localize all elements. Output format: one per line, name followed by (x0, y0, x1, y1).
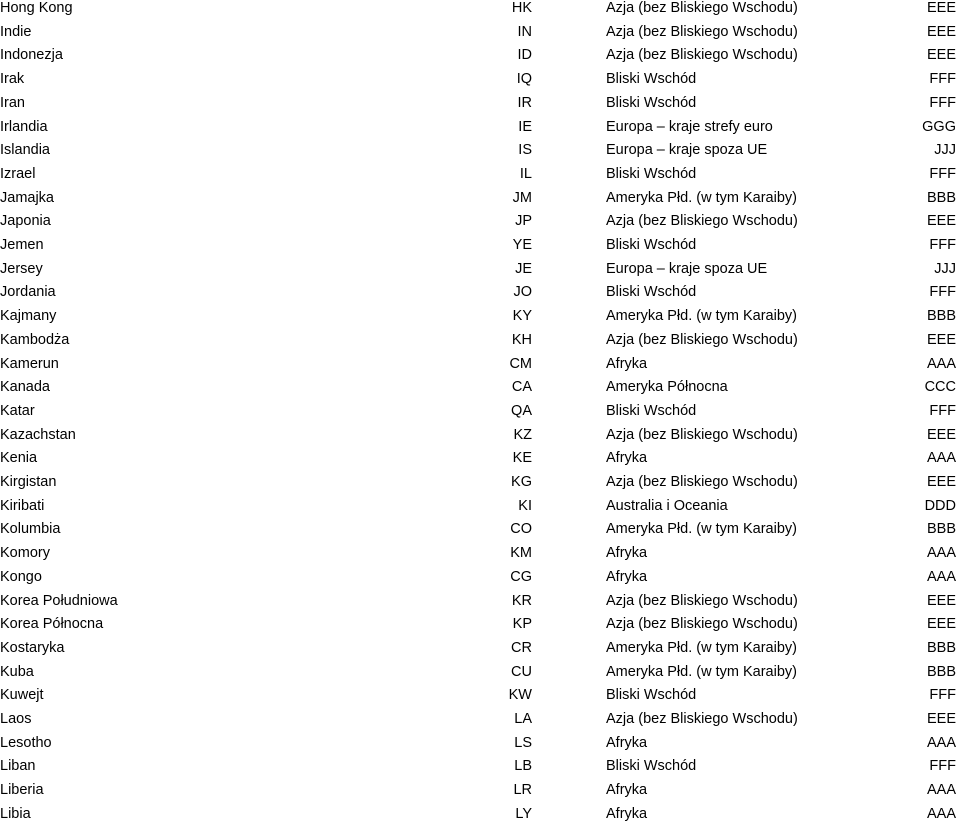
country-region: Afryka (606, 355, 648, 372)
country-code: LR (513, 782, 532, 799)
country-region: Europa – kraje spoza UE (606, 260, 768, 277)
country-region: Afryka (606, 782, 648, 799)
country-region: Azja (bez Bliskiego Wschodu) (606, 592, 798, 609)
table-row (0, 521, 960, 545)
table-row (0, 664, 960, 688)
country-name: Islandia (0, 142, 50, 159)
country-grade: BBB (926, 189, 956, 206)
country-grade: AAA (926, 805, 956, 822)
country-grade: AAA (926, 355, 956, 372)
country-region: Ameryka Północna (606, 379, 728, 396)
country-grade: AAA (926, 450, 956, 467)
country-grade: DDD (924, 497, 956, 514)
country-name: Kolumbia (0, 521, 61, 538)
country-code: KW (508, 687, 532, 704)
country-region: Bliski Wschód (606, 71, 697, 88)
country-code: IQ (516, 71, 532, 88)
country-code: IE (518, 118, 532, 135)
country-code: CG (510, 568, 532, 585)
country-grade: EEE (926, 616, 956, 633)
table-row (0, 450, 960, 474)
country-name: Kirgistan (0, 474, 57, 490)
country-grade: EEE (926, 592, 956, 609)
country-region: Ameryka Płd. (w tym Karaiby) (606, 189, 797, 206)
table-row (0, 119, 960, 143)
country-code: HK (511, 0, 532, 16)
country-region: Bliski Wschód (606, 284, 697, 301)
country-code: CM (509, 355, 532, 372)
country-name: Kambodża (0, 331, 70, 348)
country-grade: JJJ (934, 260, 956, 277)
country-name: Jordania (0, 284, 56, 301)
country-code: LY (515, 805, 532, 822)
country-grade: BBB (926, 521, 956, 538)
country-name: Kajmany (0, 308, 57, 325)
country-name: Jamajka (0, 189, 54, 206)
country-region: Afryka (606, 568, 648, 585)
table-row (0, 47, 960, 71)
country-region: Azja (bez Bliskiego Wschodu) (606, 23, 798, 40)
country-code: KR (511, 592, 532, 609)
country-grade: FFF (929, 165, 956, 182)
table-row (0, 569, 960, 593)
country-code: JP (515, 213, 532, 230)
country-code: KZ (513, 426, 532, 443)
country-region: Azja (bez Bliskiego Wschodu) (606, 616, 798, 633)
country-grade: FFF (929, 687, 956, 704)
country-name: Hong Kong (0, 0, 73, 16)
country-grade: FFF (929, 402, 956, 419)
country-code: CR (511, 639, 532, 656)
country-grade: EEE (926, 474, 956, 490)
country-region: Europa – kraje strefy euro (606, 118, 773, 135)
country-name: Kanada (0, 379, 50, 396)
country-grade: AAA (926, 568, 956, 585)
country-code: JE (515, 260, 532, 277)
country-grade: BBB (926, 639, 956, 656)
country-name: Liberia (0, 782, 44, 799)
country-code: ID (517, 47, 532, 64)
country-grade: FFF (929, 758, 956, 775)
country-region: Azja (bez Bliskiego Wschodu) (606, 711, 798, 727)
country-code: KP (512, 616, 532, 633)
country-grade: JJJ (934, 142, 956, 159)
country-name: Katar (0, 402, 35, 419)
table-row (0, 711, 960, 735)
country-region: Bliski Wschód (606, 165, 697, 182)
country-grade: FFF (929, 237, 956, 253)
table-row (0, 95, 960, 119)
country-name: Komory (0, 545, 50, 562)
country-region: Bliski Wschód (606, 237, 697, 253)
table-row (0, 213, 960, 237)
country-code: YE (512, 237, 532, 253)
country-name: Iran (0, 94, 25, 111)
country-region: Bliski Wschód (606, 402, 697, 419)
country-name: Irak (0, 71, 25, 88)
table-row (0, 237, 960, 261)
country-region: Afryka (606, 734, 648, 751)
table-row (0, 190, 960, 214)
country-code: QA (511, 402, 532, 419)
country-code: KY (512, 308, 532, 325)
country-grade: FFF (929, 284, 956, 301)
country-region: Ameryka Płd. (w tym Karaiby) (606, 663, 797, 680)
table-row (0, 427, 960, 451)
country-code: CU (511, 663, 532, 680)
country-region: Europa – kraje spoza UE (606, 142, 768, 159)
country-grade: CCC (924, 379, 956, 396)
country-region: Afryka (606, 545, 648, 562)
country-region: Azja (bez Bliskiego Wschodu) (606, 0, 798, 16)
country-code: KE (512, 450, 532, 467)
table-row (0, 356, 960, 380)
country-name: Izrael (0, 165, 36, 182)
table-row (0, 379, 960, 403)
table-row (0, 498, 960, 522)
country-name: Kazachstan (0, 426, 76, 443)
country-region: Ameryka Płd. (w tym Karaiby) (606, 521, 797, 538)
country-region: Bliski Wschód (606, 94, 697, 111)
country-region: Ameryka Płd. (w tym Karaiby) (606, 308, 797, 325)
table-row (0, 806, 960, 829)
table-row (0, 142, 960, 166)
country-code: IR (517, 94, 532, 111)
country-grade: AAA (926, 545, 956, 562)
country-grade: FFF (929, 94, 956, 111)
country-grade: EEE (926, 47, 956, 64)
table-row (0, 284, 960, 308)
table-row (0, 782, 960, 806)
country-code: IS (518, 142, 532, 159)
country-name: Japonia (0, 213, 51, 230)
country-name: Indie (0, 23, 32, 40)
country-grade: BBB (926, 308, 956, 325)
table-row (0, 332, 960, 356)
country-code: LA (514, 711, 532, 727)
country-code: JO (513, 284, 532, 301)
country-name: Irlandia (0, 118, 48, 135)
country-region: Afryka (606, 450, 648, 467)
country-grade: EEE (926, 23, 956, 40)
country-region: Azja (bez Bliskiego Wschodu) (606, 213, 798, 230)
country-region: Afryka (606, 805, 648, 822)
table-row (0, 616, 960, 640)
country-code: LS (514, 734, 532, 751)
table-row (0, 308, 960, 332)
country-grade: EEE (926, 213, 956, 230)
country-name: Jersey (0, 260, 43, 277)
table-row (0, 166, 960, 190)
table-row (0, 735, 960, 759)
table-row (0, 261, 960, 285)
country-grade: EEE (926, 331, 956, 348)
country-name: Lesotho (0, 734, 52, 751)
country-name: Liban (0, 758, 36, 775)
country-region: Azja (bez Bliskiego Wschodu) (606, 474, 798, 490)
country-name: Kiribati (0, 497, 45, 514)
country-grade: AAA (926, 782, 956, 799)
country-code: CA (511, 379, 532, 396)
country-code: JM (512, 189, 532, 206)
table-row (0, 640, 960, 664)
country-name: Jemen (0, 237, 44, 253)
table-row (0, 0, 960, 24)
country-region: Azja (bez Bliskiego Wschodu) (606, 47, 798, 64)
country-grade: FFF (929, 71, 956, 88)
country-name: Kongo (0, 568, 42, 585)
country-region: Australia i Oceania (606, 497, 728, 514)
country-region: Bliski Wschód (606, 758, 697, 775)
country-region: Bliski Wschód (606, 687, 697, 704)
country-name: Korea Północna (0, 616, 104, 633)
country-name: Kostaryka (0, 639, 65, 656)
country-name: Kuwejt (0, 687, 44, 704)
country-code: CO (510, 521, 532, 538)
table-row (0, 24, 960, 48)
country-code: IN (517, 23, 532, 40)
table-row (0, 474, 960, 498)
country-name: Kuba (0, 663, 34, 680)
country-grade: GGG (922, 118, 956, 135)
table-row (0, 545, 960, 569)
country-name: Laos (0, 711, 32, 727)
table-row (0, 593, 960, 617)
country-grade: EEE (926, 711, 956, 727)
country-grade: EEE (926, 0, 956, 16)
country-code: KH (511, 331, 532, 348)
country-grade: AAA (926, 734, 956, 751)
country-grade: BBB (926, 663, 956, 680)
country-name: Libia (0, 805, 31, 822)
country-region: Azja (bez Bliskiego Wschodu) (606, 426, 798, 443)
country-region: Azja (bez Bliskiego Wschodu) (606, 331, 798, 348)
country-code: IL (519, 165, 532, 182)
country-name: Kamerun (0, 355, 59, 372)
country-code: KG (511, 474, 532, 490)
table-row (0, 71, 960, 95)
table-row (0, 403, 960, 427)
country-name: Korea Południowa (0, 592, 118, 609)
table-row (0, 687, 960, 711)
country-code: LB (514, 758, 532, 775)
table-row (0, 758, 960, 782)
country-code: KI (518, 497, 532, 514)
country-region: Ameryka Płd. (w tym Karaiby) (606, 639, 797, 656)
country-name: Indonezja (0, 47, 63, 64)
country-code: KM (510, 545, 532, 562)
country-name: Kenia (0, 450, 38, 467)
country-grade: EEE (926, 426, 956, 443)
